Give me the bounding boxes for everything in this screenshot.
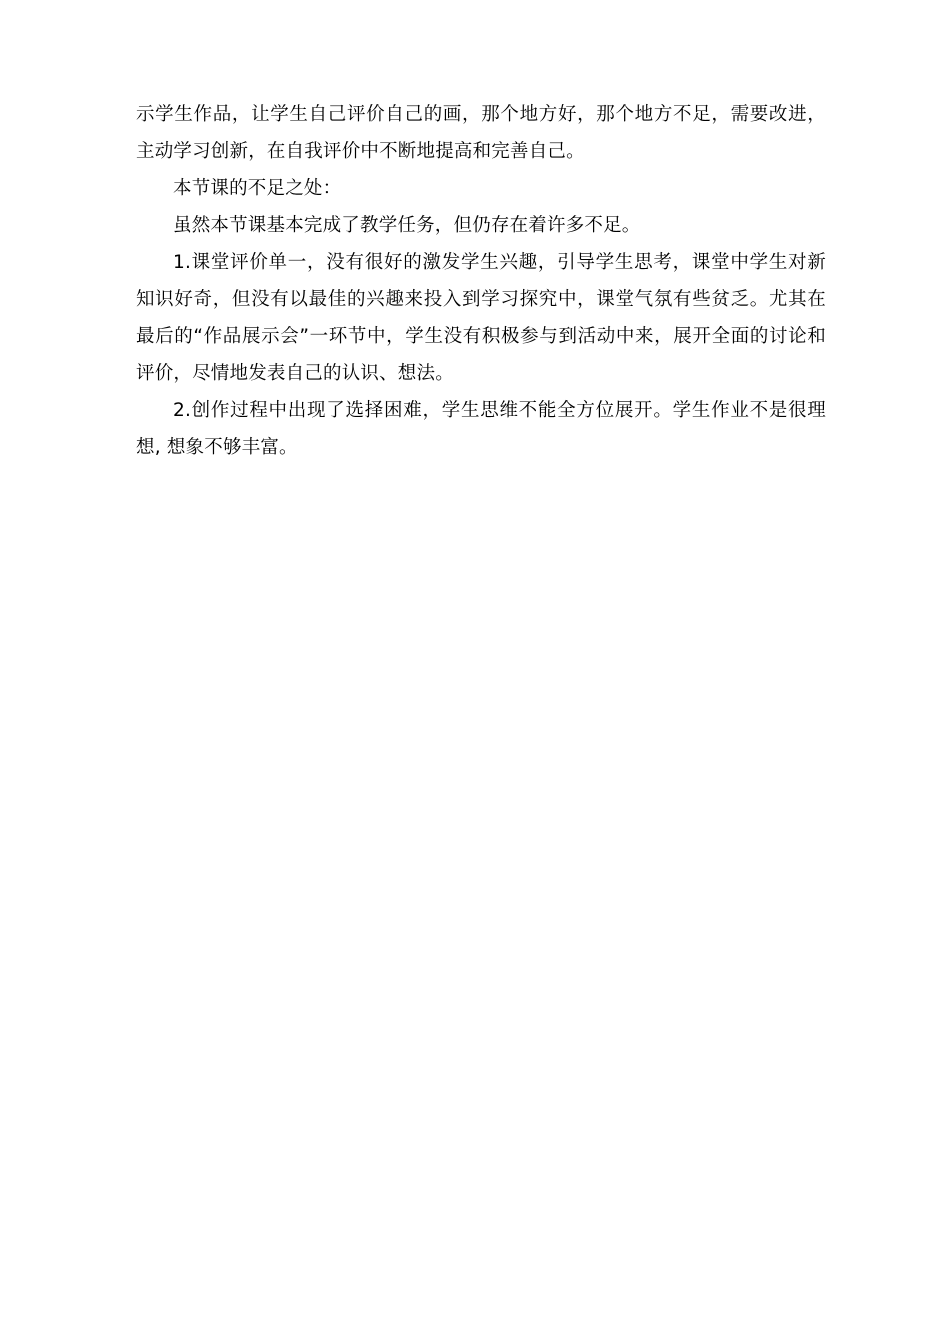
paragraph-item-2: 2.创作过程中出现了选择困难，学生思维不能全方位展开。学生作业不是很理想, 想象不够丰富。 xyxy=(136,400,826,458)
document-body xyxy=(136,96,826,466)
paragraph-shortcomings-intro: 虽然本节课基本完成了教学任务，但仍存在着许多不足。 xyxy=(173,215,641,236)
paragraph-shortcomings-heading: 本节课的不足之处： xyxy=(173,178,342,199)
paragraph-item-1: 1.课堂评价单一，没有很好的激发学生兴趣，引导学生思考，课堂中学生对新知识好奇，但没有以最佳的兴趣来投入到学习探究中，课堂气氛有些贫乏。尤其在最后的“作品展示会”一环节中，学生没有积极参与到活动中来，展开全面的讨论和评价，尽情地发表自己的认识、想法。 xyxy=(136,252,826,384)
paragraph-continued: 示学生作品，让学生自己评价自己的画，那个地方好，那个地方不足，需要改进，主动学习创新，在自我评价中不断地提高和完善自己。 xyxy=(136,104,826,162)
